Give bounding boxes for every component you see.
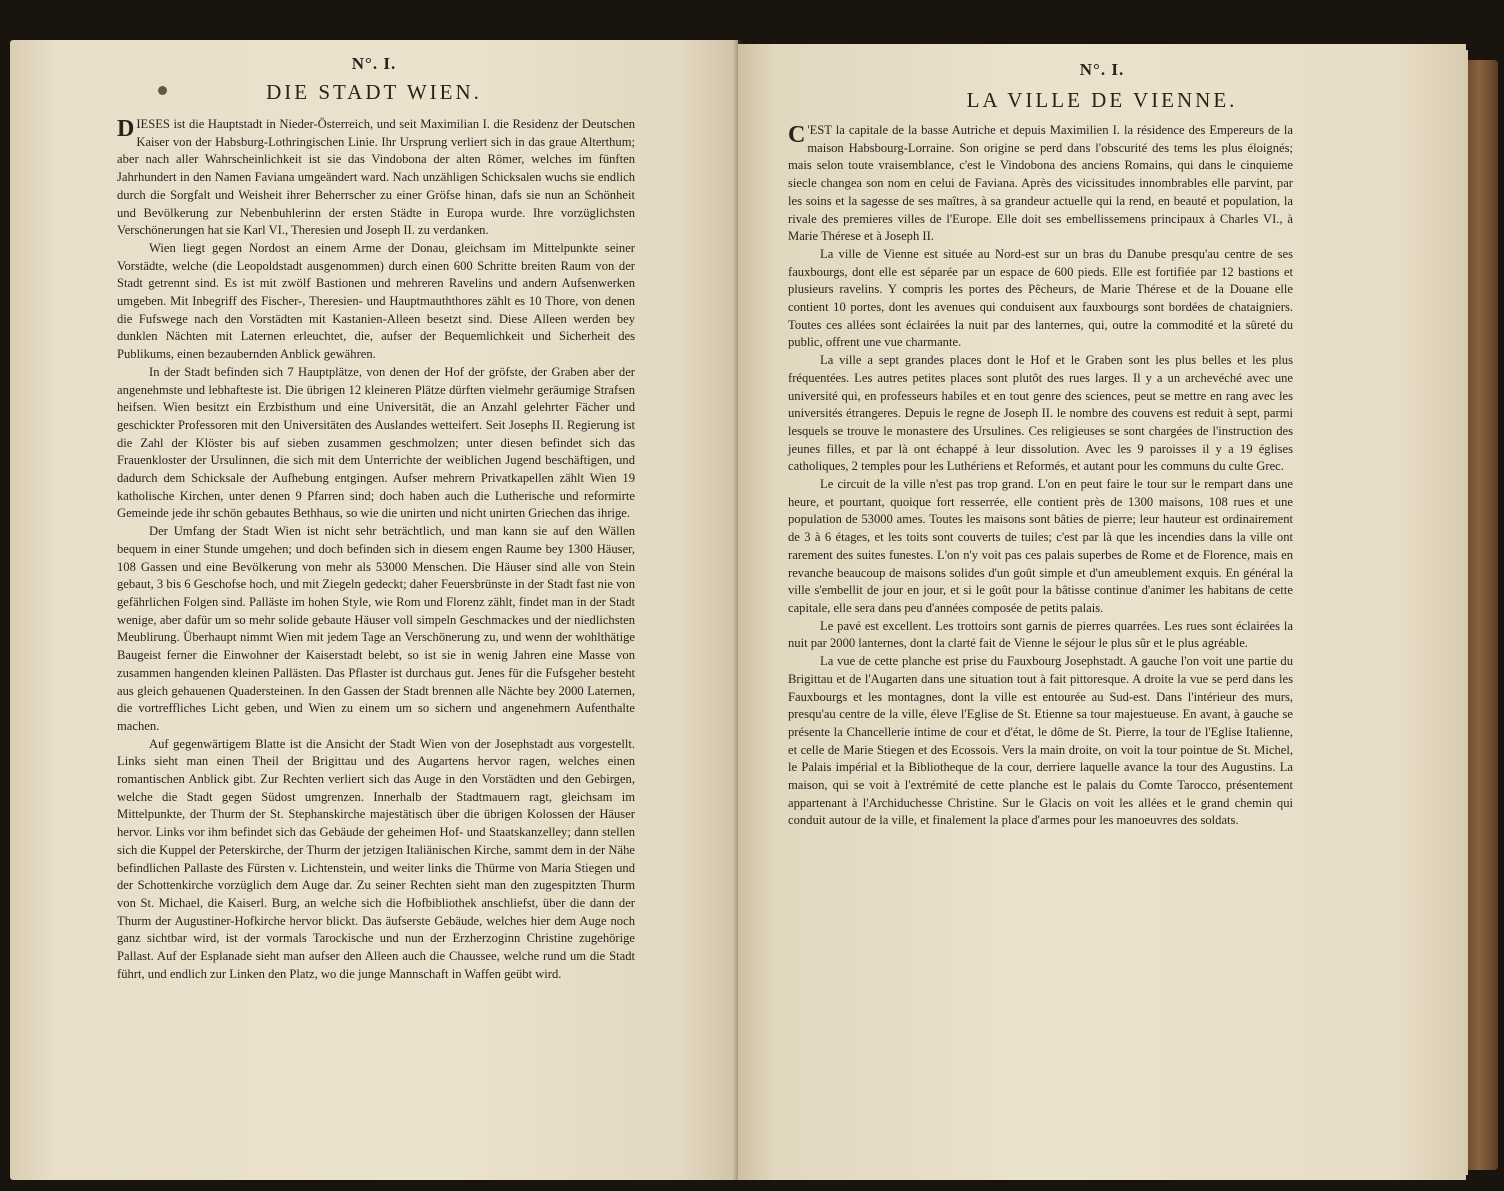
ink-spot xyxy=(158,86,167,95)
left-page xyxy=(10,40,738,1180)
left-body-text xyxy=(117,116,635,983)
left-paragraph: DIESES ist die Hauptstadt in Nieder-Österreich, und seit Maximilian I. die Residenz der Deutschen Kaiser von der Habsburg-Lothringischen Linie. Ihr Ursprung verliert sich in das graue Alterthum; aber nach aller Wahrscheinlichkeit ist sie das Vindobona der alten Römer, welches im fünften Jahrhundert in den Namen Faviana umgeändert ward. Nach unzähligen Schicksalen wuchs sie endlich durch die Sorgfalt und Weisheit ihrer Beherrscher zu einer Gröfse hinan, dafs sie nun an Schönheit und Bevölkerung zur Nebenbuhlerinn der ersten Städte in Europa wurde. Ihre vorzüglichsten Verschönerungen hat sie Karl VI., Theresien und Joseph II. zu verdanken. xyxy=(117,116,635,238)
left-page-number: N°. I. xyxy=(351,54,397,73)
left-paragraph: Der Umfang der Stadt Wien ist nicht sehr beträchtlich, und man kann sie auf den Wällen bequem in einer Stunde umgehen; und doch befinden sich in diesem engen Raume bey 1300 Häuser, 108 Gassen und eine Bevölkerung von mehr als 53000 Menschen. Die Häuser sind alle von Stein gebaut, 3 bis 6 Geschofse hoch, und mit Ziegeln gedeckt; daher Feuersbrünste in der Stadt fast nie von gefährlichen Folgen sind. Palläste im hohen Style, wie Rom und Florenz zählt, findet man in der Stadt wenige, aber dafür um so mehr solide gebaute Häuser voll simpeln Geschmackes und der niedlichsten Meublirung. Überhaupt nimmt Wien mit jedem Tage an Verschönerung zu, und wenn der wohlthätige Baugeist ferner die Einwohner der Kaiserstadt belebt, so ist sie in wenig Jahren eine Masse von zusammen hangenden kleinen Pallästen. Das Pflaster ist durchaus gut. Jenes für die Fufsgeher besteht aus gleich gehauenen Quadersteinen. In den Gassen der Stadt brennen alle Nächte bey 2000 Laternen, die vortreffliches Licht geben, und Wien zu einem um so sichern und angenehmern Aufenthalte machen. xyxy=(117,524,635,733)
right-paragraph: Le circuit de la ville n'est pas trop grand. L'on en peut faire le tour sur le rempart dans une heure, et pourtant, quoique fort resserrée, elle contient près de 1300 maisons, 108 rues et une population de 53000 ames. Toutes les maisons sont bâties de pierre; leur hauteur est ordinairement de 3 à 6 étages, et les toits sont couverts de tuiles; c'est par là que les incendies dans la ville ont rarement des suites funestes. L'on n'y voit pas ces palais superbes de Rome et de Florence, mais en revanche beaucoup de maisons solides d'un goût simple et d'un ameublement exquis. En général la ville s'embellit de jour en jour, et si le goût pour la bâtisse continue d'animer les habitans de cette capitale, elle sera dans peu d'années composée de petits palais. xyxy=(788,477,1293,615)
right-paragraph: La ville a sept grandes places dont le Hof et le Graben sont les plus belles et les plus fréquentées. Les autres petites places sont plutôt des rues larges. Il y a un archevéché avec une université qui, en professeurs habiles et en tout genre des sciences, peut se mettre en rang avec les universités étrangeres. Depuis le regne de Joseph II. le nombre des couvens est reduit à sept, parmi lesquels se trouve le monastere des Ursulines. Ces religieuses se sont chargées de l'instruction des jeunes filles, et par là ont échappé à leur dissolution. Avec les 9 paroisses il y a 19 églises catholiques, 2 temples pour les Luthériens et Reformés, et autant pour les communs du culte Grec. xyxy=(788,353,1293,474)
right-page-number: N°. I. xyxy=(1079,60,1125,79)
right-page xyxy=(738,44,1466,1180)
right-paragraph: Le pavé est excellent. Les trottoirs sont garnis de pierres quarrées. Les rues sont éclairées la nuit par 2000 lanternes, dont la clarté fait de Vienne le séjour le plus sûr et le plus agréable. xyxy=(788,618,1293,651)
left-paragraph: Auf gegenwärtigem Blatte ist die Ansicht der Stadt Wien von der Josephstadt aus vorgestellt. Links sieht man einen Theil der Brigittau und des Augartens hervor ragen, welches einen romantischen Anblick gibt. Zur Rechten verliert sich das Auge in den Vorstädten und den Gebirgen, welche die Stadt gegen Südost umgrenzen. Innerhalb der Stadtmauern ragt, gleichsam im Mittelpunkte, der Thurm der St. Stephanskirche majestätisch über die übrigen Kolossen der Häuser hervor. Links vor ihm befindet sich das Gebäude der geheimen Hof- und Staatskanzelley; dann stellen sich die Kuppel der Peterskirche, der Thurm der jetzigen Italiänischen Kirche, sammt dem in der Nähe befindlichen Pallaste des Fürsten v. Lichtenstein, und weiter links die Thürme von Maria Stiegen und der Schottenkirche vorzüglich dem Auge dar. Zu seiner Rechten sieht man den zugespitzten Thurm von St. Michael, die Kaiserl. Burg, an welche sich die Hofbibliothek anschliefst, über die dann der Thurm der Augustiner-Hofkirche hervor blickt. Das äufserste Gebäude, welches hier dem Auge noch ganz sichtbar wird, ist der vormals Tarockische und nun der Erzherzoginn Christine zugehörige Pallast. Auf der Esplanade sieht man aufser den Alleen auch die Chaussee, welche rund um die Stadt führt, und endlich zur Linken den Platz, wo die junge Mannschaft in Waffen geübt wird. xyxy=(117,736,635,981)
right-paragraph: C 'EST la capitale de la basse Autriche et depuis Maximilien I. la résidence des Empereurs de la maison Habsbourg-Lorraine. Son origine se perd dans l'obscurité des tems les plus éloignés; mais selon toute vraisemblance, c'est le Vindobona des anciens Romains, qui dans le cinquieme siecle changea son nom en celui de Faviana. Après des vicissitudes innombrables elle parvint, par les soins et la sagesse de ses maîtres, à sa grandeur actuelle qui la rend, en beauté et population, la rivale des premieres villes de l'Europe. Elle doit ses embellissemens principaux à Charles VI., à Marie Thérese et à Joseph II. xyxy=(788,122,1293,244)
left-paragraph: In der Stadt befinden sich 7 Hauptplätze, von denen der Hof der gröfste, der Graben aber der angenehmste und lebhafteste ist. Die übrigen 12 kleineren Plätze dürften vielmehr geräumige Strafsen heifsen. Wien besitzt ein Erzbisthum und eine Universität, die an Anzahl gelehrter Fächer und geschickter Professoren mit den Universitäten des Auslandes wetteifert. Seit Josephs II. Regierung ist die Zahl der Klöster bis auf sieben zusammen geschmolzen; unter diesen befindet sich das Frauenkloster der Ursulinnen, die sich mit dem Unterrichte der weiblichen Jugend beschäftigen, und dadurch dem Schicksale der Aufhebung entgingen. Aufser mehrern Privatkapellen zählt Wien 19 katholische Kirchen, unter denen 9 Pfarren sind; doch haben auch die Lutherische und reformirte Gemeinde jede ihr schön gebautes Bethhaus, so wie die unirten und nicht unirten Griechen das ihrige. xyxy=(117,364,635,521)
right-drop-initial: C xyxy=(788,122,806,148)
book-cover-edge xyxy=(1466,60,1498,1170)
left-page-title: DIE STADT WIEN. xyxy=(266,80,482,104)
left-drop-initial: D xyxy=(117,116,135,142)
right-paragraph: La ville de Vienne est située au Nord-est sur un bras du Danube presqu'au centre de ses fauxbourgs, dont elle est séparée par un espace de 600 pieds. Elle est fortifiée par 12 bastions et plusieurs ravelins. Y compris les portes des Pêcheurs, de Marie Thérese et de la Douane elle contient 10 portes, dont les avenues qui conduisent aux fauxbourgs sont bordées de chataigniers. Toutes ces allées sont éclairées la nuit par des lanternes, qui, outre la commodité et la sûreté du public, offrent une vue charmante. xyxy=(788,246,1293,350)
right-page-title: LA VILLE DE VIENNE. xyxy=(966,88,1238,112)
right-paragraph: La vue de cette planche est prise du Fauxbourg Josephstadt. A gauche l'on voit une partie du Brigittau et de l'Augarten dans une situation tout à fait pittoresque. A droite la vue se perd dans les Fauxbourgs et les montagnes, dont la ville est entourée au Sud-est. Dans l'intérieur des murs, presqu'au centre de la ville, éleve l'Eglise de St. Etienne sa tour majestueuse. En avant, à gauche se présente la Chancellerie intime de cour et d'état, le dôme de St. Pierre, la tour de l'Eglise Italienne, et celle de Marie Stiegen et des Ecossois. Vers la main droite, on voit la tour pointue de St. Michel, le Palais impérial et la Bibliotheque de la cour, derriere laquelle avance la tour des Augustins. La maison, qui se voit à l'extrémité de cette planche est le palais du Comte Tarocco, présentement appartenant à l'Archiduchesse Christine. Sur le Glacis on voit les allées et le grand chemin qui conduit autour de la ville, et finalement la place d'armes pour les manoeuvres des soldats. xyxy=(788,654,1293,828)
left-paragraph: Wien liegt gegen Nordost an einem Arme der Donau, gleichsam im Mittelpunkte seiner Vorstädte, welche (die Leopoldstadt ausgenommen) durch einen 600 Schritte breiten Raum von der Stadt getrennt sind. Es ist mit zwölf Bastionen und mehreren Ravelins und andern Aufsenwerken umgeben. Mit Inbegriff des Fischer-, Theresien- und Hauptmauththores zählt es 10 Thore, von denen die Fufswege nach den Vorstädten mit Kastanien-Alleen besetzt sind. Diese Alleen werden bey dunklen Nächten mit Laternen erleuchtet, die, aufser der Bequemlichkeit und Sicherheit des Publikums, einen bezaubernden Anblick gewähren. xyxy=(117,240,635,362)
right-body-text xyxy=(788,122,1293,830)
